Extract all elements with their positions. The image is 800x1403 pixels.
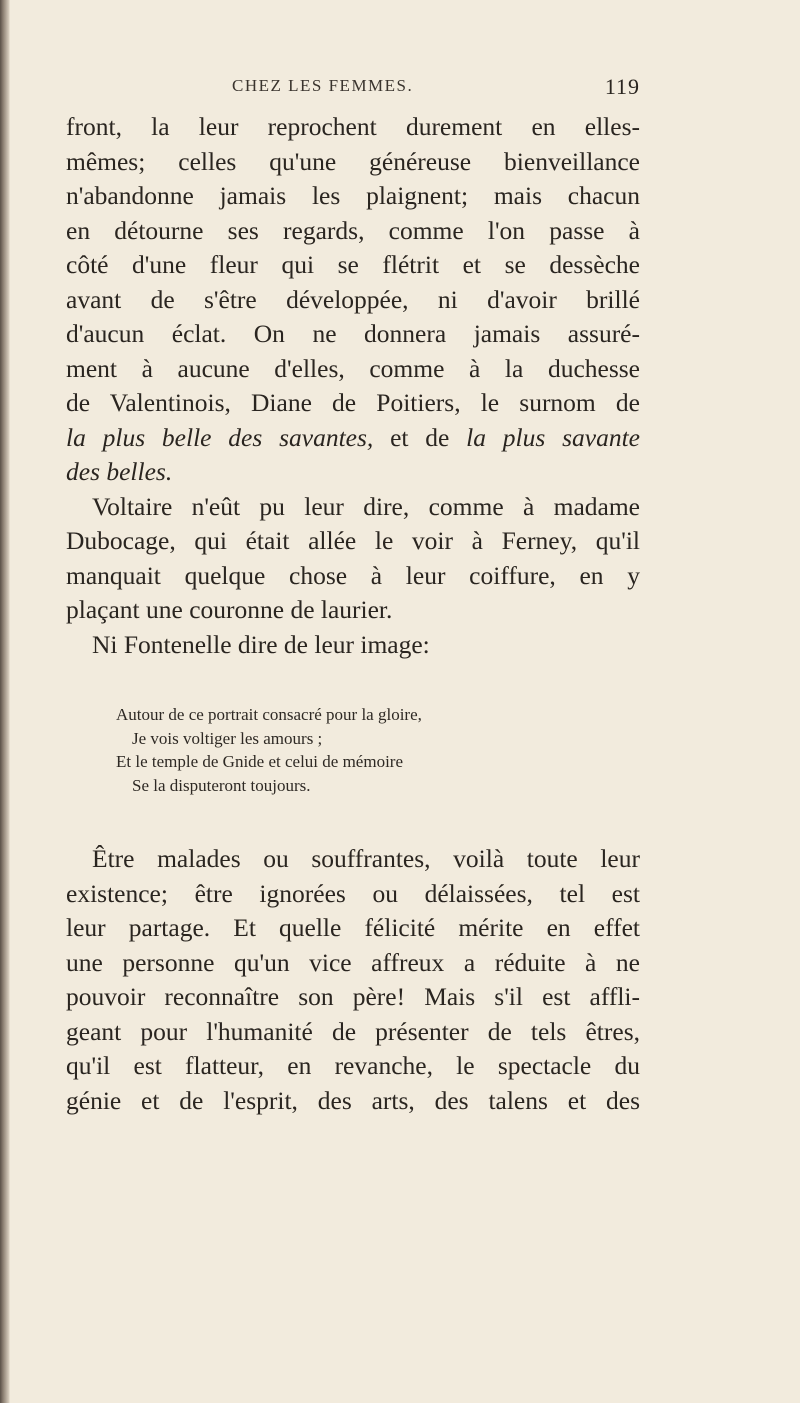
verse-line: Autour de ce portrait consacré pour la gloire, <box>116 705 422 724</box>
text-line-italic: des belles. <box>66 457 173 486</box>
body-text-upper <box>66 110 640 662</box>
text-line: ment à aucune d'elles, comme à la duchesse <box>66 353 640 383</box>
text-line: génie et de l'esprit, des arts, des talens et des <box>66 1085 640 1115</box>
text-line: front, la leur reprochent durement en elles- <box>66 112 640 141</box>
text-line: geant pour l'humanité de présenter de tels êtres, <box>66 1016 640 1046</box>
text-line: mêmes; celles qu'une généreuse bienveillance <box>66 146 640 176</box>
text-line: existence; être ignorées ou délaissées, tel est <box>66 878 640 908</box>
text-line: n'abandonne jamais les plaignent; mais chacun <box>66 181 640 210</box>
verse-line: Je vois voltiger les amours ; <box>132 728 323 748</box>
running-head <box>66 76 640 106</box>
text-line: en détourne ses regards, comme l'on passe à <box>66 215 640 245</box>
page-number: 119 <box>604 74 640 99</box>
text-line: une personne qu'un vice affreux a réduite à ne <box>66 947 640 977</box>
text-line: Être malades ou souffrantes, voilà toute leur <box>92 844 640 873</box>
text-fragment: et de <box>373 422 467 452</box>
italic-phrase: la plus belle des savantes, <box>66 422 374 452</box>
text-line: qu'il est flatteur, en revanche, le spectacle du <box>66 1051 640 1080</box>
text-line: plaçant une couronne de laurier. <box>66 595 393 624</box>
verse-line: Se la disputeront toujours. <box>132 775 311 795</box>
text-line-mixed <box>66 421 640 456</box>
verse-quotation <box>116 703 536 797</box>
text-line: côté d'une fleur qui se flétrit et se dessèche <box>66 250 640 279</box>
text-line: Dubocage, qui était allée le voir à Ferney, qu'il <box>66 526 640 555</box>
text-line: manquait quelque chose à leur coiffure, en y <box>66 560 640 590</box>
text-line: Ni Fontenelle dire de leur image: <box>92 629 430 659</box>
verse-line: Et le temple de Gnide et celui de mémoire <box>116 752 403 771</box>
text-line: de Valentinois, Diane de Poitiers, le surnom de <box>66 388 640 417</box>
text-line: leur partage. Et quelle félicité mérite en effet <box>66 913 640 942</box>
text-line: avant de s'être développée, ni d'avoir brillé <box>66 284 640 314</box>
text-line: Voltaire n'eût pu leur dire, comme à madame <box>92 491 640 521</box>
running-title: CHEZ LES FEMMES. <box>232 76 414 95</box>
italic-phrase: la plus savante <box>466 422 640 452</box>
body-text-lower <box>66 842 640 1118</box>
text-line: d'aucun éclat. On ne donnera jamais assuré- <box>66 319 640 348</box>
text-line: pouvoir reconnaître son père! Mais s'il est affli- <box>66 982 640 1011</box>
